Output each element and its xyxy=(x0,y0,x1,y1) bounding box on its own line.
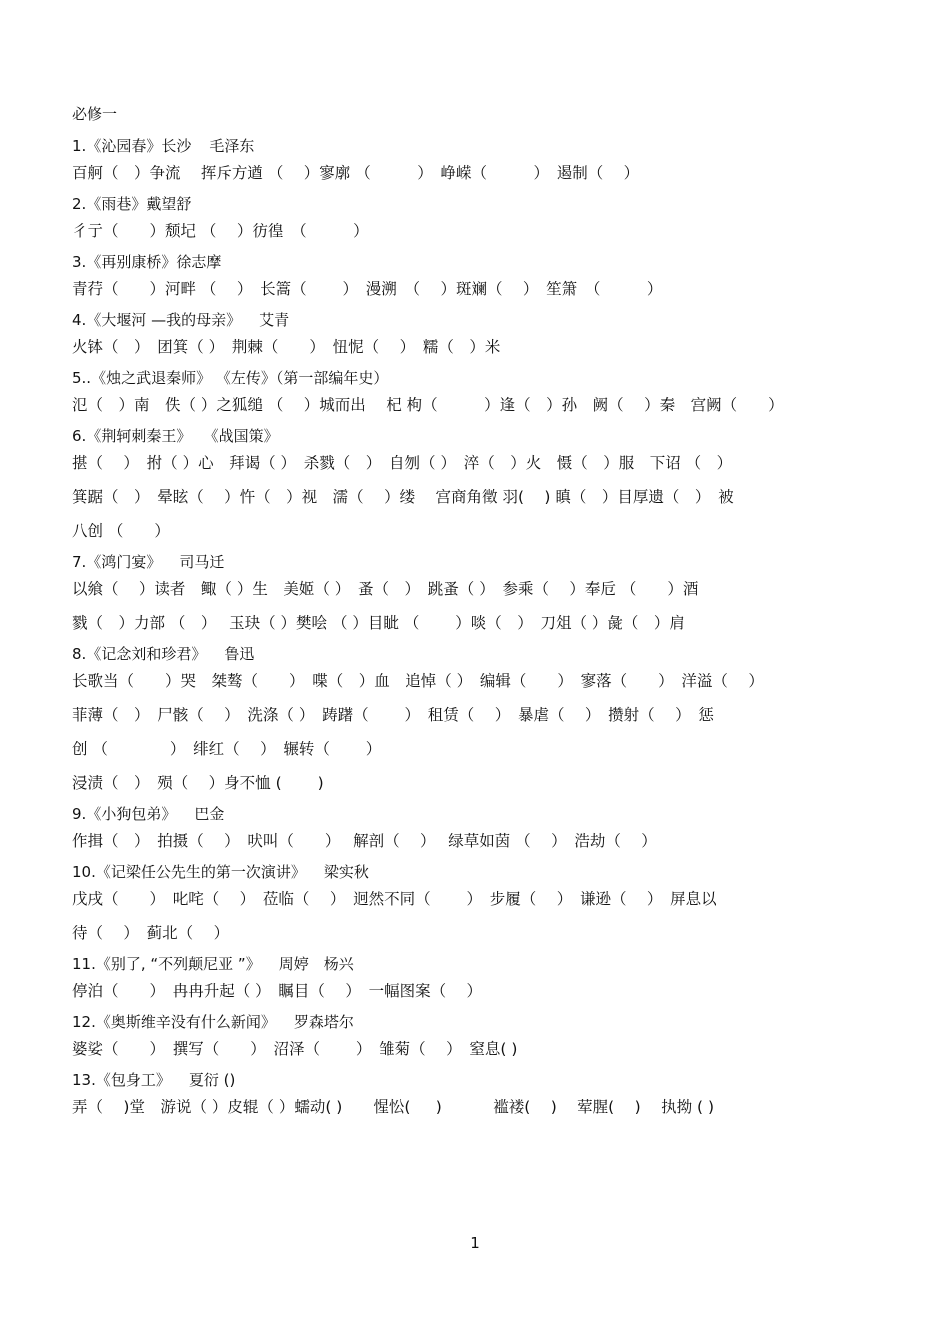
lesson-author: 巴金 xyxy=(194,805,225,823)
page-number: 1 xyxy=(470,1234,480,1252)
lesson-section xyxy=(72,136,878,184)
exercise-line: 揕（ ） 拊（ ）心 拜谒（ ） 杀戮（ ） 自刎（ ） 淬（ ）火 慑（ ）服 下诏 （ ） xyxy=(72,454,733,472)
lesson-title xyxy=(72,862,878,882)
exercise-lines xyxy=(72,830,878,852)
lesson-title xyxy=(72,194,878,214)
volume-heading: 必修一 xyxy=(72,105,118,123)
lesson-title-text: 《大堰河 —我的母亲》 xyxy=(86,311,242,329)
lesson-number: 3. xyxy=(72,253,87,271)
exercise-line: 戮（ ）力部 （ ） 玉玦（ ）樊哙 （ ）目眦 （ ）啖（ ） 刀俎（ ）彘（ ）肩 xyxy=(72,614,685,632)
lesson-title-text: 《记梁任公先生的第一次演讲》 xyxy=(95,863,306,881)
exercise-line: 以飨（ ）读者 鲰（ ）生 美姬（ ） 蚤（ ） 跳蚤（ ） 参乘（ ）奉卮 （ ）酒 xyxy=(72,580,699,598)
exercise-lines xyxy=(72,670,878,794)
lesson-author: 毛泽东 xyxy=(209,137,255,155)
lesson-title-text: 《沁园春》长沙 xyxy=(86,137,192,155)
exercise-line: 八创 （ ） xyxy=(72,522,170,540)
exercise-lines xyxy=(72,336,878,358)
lesson-section xyxy=(72,1012,878,1060)
lesson-author: 艾青 xyxy=(259,311,290,329)
lesson-number: 2. xyxy=(72,195,87,213)
lesson-section xyxy=(72,644,878,794)
exercise-line: 创 （ ） 绯红（ ） 辗转（ ） xyxy=(72,740,382,758)
lesson-number: 1. xyxy=(72,137,87,155)
exercise-line: 戊戌（ ） 叱咤（ ） 莅临（ ） 迥然不同（ ） 步履（ ） 谦逊（ ） 屏息以 xyxy=(72,890,717,908)
exercise-line: 彳亍（ ）颓圮 （ ）彷徨 （ ） xyxy=(72,222,369,240)
lesson-title xyxy=(72,252,878,272)
lesson-title xyxy=(72,954,878,974)
lesson-title xyxy=(72,1012,878,1032)
exercise-line: 弄（ )堂 游说（ ）皮辊（ ）蠕动( ) 惺忪( ) 褴褛( ) 荤腥( ) 执拗 ( ) xyxy=(72,1098,715,1116)
lesson-section xyxy=(72,252,878,300)
exercise-line: 青荇（ ）河畔 （ ） 长篙（ ） 漫溯 （ ）斑斓（ ） 笙箫 （ ） xyxy=(72,280,663,298)
lesson-title-text: 《鸿门宴》 xyxy=(86,553,162,571)
exercise-lines xyxy=(72,888,878,944)
lesson-number: 5.. xyxy=(72,369,92,387)
lesson-section xyxy=(72,862,878,944)
lesson-title xyxy=(72,368,878,388)
lesson-title-text: 《奥斯维辛没有什么新闻》 xyxy=(95,1013,276,1031)
exercise-lines xyxy=(72,162,878,184)
lesson-title xyxy=(72,552,878,572)
lesson-author: 罗森塔尔 xyxy=(293,1013,354,1031)
lesson-number: 12. xyxy=(72,1013,96,1031)
exercise-lines xyxy=(72,394,878,416)
lesson-section xyxy=(72,1070,878,1118)
lesson-author: 夏衍 () xyxy=(188,1071,236,1089)
exercise-line: 氾（ ）南 佚（ ）之狐缒 （ ）城而出 杞 枸（ ）逢（ ）孙 阙（ ）秦 宫阙（ ） xyxy=(72,396,784,414)
exercise-lines xyxy=(72,980,878,1002)
lesson-title-text: 《包身工》 xyxy=(95,1071,171,1089)
lesson-number: 13. xyxy=(72,1071,96,1089)
lesson-number: 8. xyxy=(72,645,87,663)
exercise-lines xyxy=(72,1096,878,1118)
lesson-title-text: 《别了, “不列颠尼亚 ”》 xyxy=(95,955,261,973)
exercise-lines xyxy=(72,452,878,542)
exercise-line: 箕踞（ ） 晕眩（ ）忤（ ）视 濡（ ）缕 宫商角徵 羽( ) 瞋（ ）目厚遗（ ） 被 xyxy=(72,488,734,506)
lesson-title-text: 《烛之武退秦师》 《左传》（第一部编年史） xyxy=(91,369,389,387)
lesson-title-text: 《记念刘和珍君》 xyxy=(86,645,207,663)
content xyxy=(72,104,878,1128)
exercise-line: 婆娑（ ） 撰写（ ） 沼泽（ ） 雏菊（ ） 窒息( ) xyxy=(72,1040,518,1058)
lesson-number: 6. xyxy=(72,427,87,445)
lesson-author: 司马迁 xyxy=(179,553,225,571)
lesson-number: 10. xyxy=(72,863,96,881)
lesson-title-text: 《小狗包弟》 xyxy=(86,805,177,823)
lesson-author: 梁实秋 xyxy=(323,863,369,881)
exercise-line: 菲薄（ ） 尸骸（ ） 洗涤（ ） 踌躇（ ） 租赁（ ） 暴虐（ ） 攒射（ ） 惩 xyxy=(72,706,714,724)
exercise-line: 待（ ） 蓟北（ ） xyxy=(72,924,230,942)
lesson-title-text: 《再别康桥》徐志摩 xyxy=(86,253,222,271)
lesson-author: 鲁迅 xyxy=(224,645,255,663)
exercise-lines xyxy=(72,1038,878,1060)
exercise-lines xyxy=(72,220,878,242)
lesson-title xyxy=(72,1070,878,1090)
lesson-section xyxy=(72,368,878,416)
lesson-title xyxy=(72,310,878,330)
exercise-lines xyxy=(72,578,878,634)
lesson-title xyxy=(72,426,878,446)
lesson-number: 4. xyxy=(72,311,87,329)
lesson-title xyxy=(72,644,878,664)
lesson-section xyxy=(72,310,878,358)
lesson-title xyxy=(72,804,878,824)
exercise-lines xyxy=(72,278,878,300)
lesson-title-text: 《雨巷》戴望舒 xyxy=(86,195,192,213)
exercise-line: 百舸（ ）争流 挥斥方遒 （ ）寥廓 （ ） 峥嵘（ ） 遏制（ ） xyxy=(72,164,640,182)
lesson-section xyxy=(72,954,878,1002)
lesson-number: 9. xyxy=(72,805,87,823)
lesson-list xyxy=(72,136,878,1118)
exercise-line: 火钵（ ） 团箕（ ） 荆棘（ ） 忸怩（ ） 糯（ ）米 xyxy=(72,338,501,356)
lesson-author: 周婷 杨兴 xyxy=(278,955,354,973)
lesson-number: 11. xyxy=(72,955,96,973)
lesson-section xyxy=(72,552,878,634)
lesson-title xyxy=(72,136,878,156)
exercise-line: 浸渍（ ） 殒（ ）身不恤 ( ) xyxy=(72,774,324,792)
lesson-section xyxy=(72,804,878,852)
exercise-line: 长歌当（ ）哭 桀骜（ ） 喋（ ）血 追悼（ ） 编辑（ ） 寥落（ ） 洋溢（ ） xyxy=(72,672,764,690)
lesson-title-text: 《荆轲刺秦王》 《战国策》 xyxy=(86,427,279,445)
lesson-section xyxy=(72,426,878,542)
lesson-section xyxy=(72,194,878,242)
exercise-line: 停泊（ ） 冉冉升起（ ） 瞩目（ ） 一幅图案（ ） xyxy=(72,982,483,1000)
lesson-number: 7. xyxy=(72,553,87,571)
exercise-line: 作揖（ ） 拍摄（ ） 吠叫（ ） 解剖（ ） 绿草如茵 （ ） 浩劫（ ） xyxy=(72,832,657,850)
